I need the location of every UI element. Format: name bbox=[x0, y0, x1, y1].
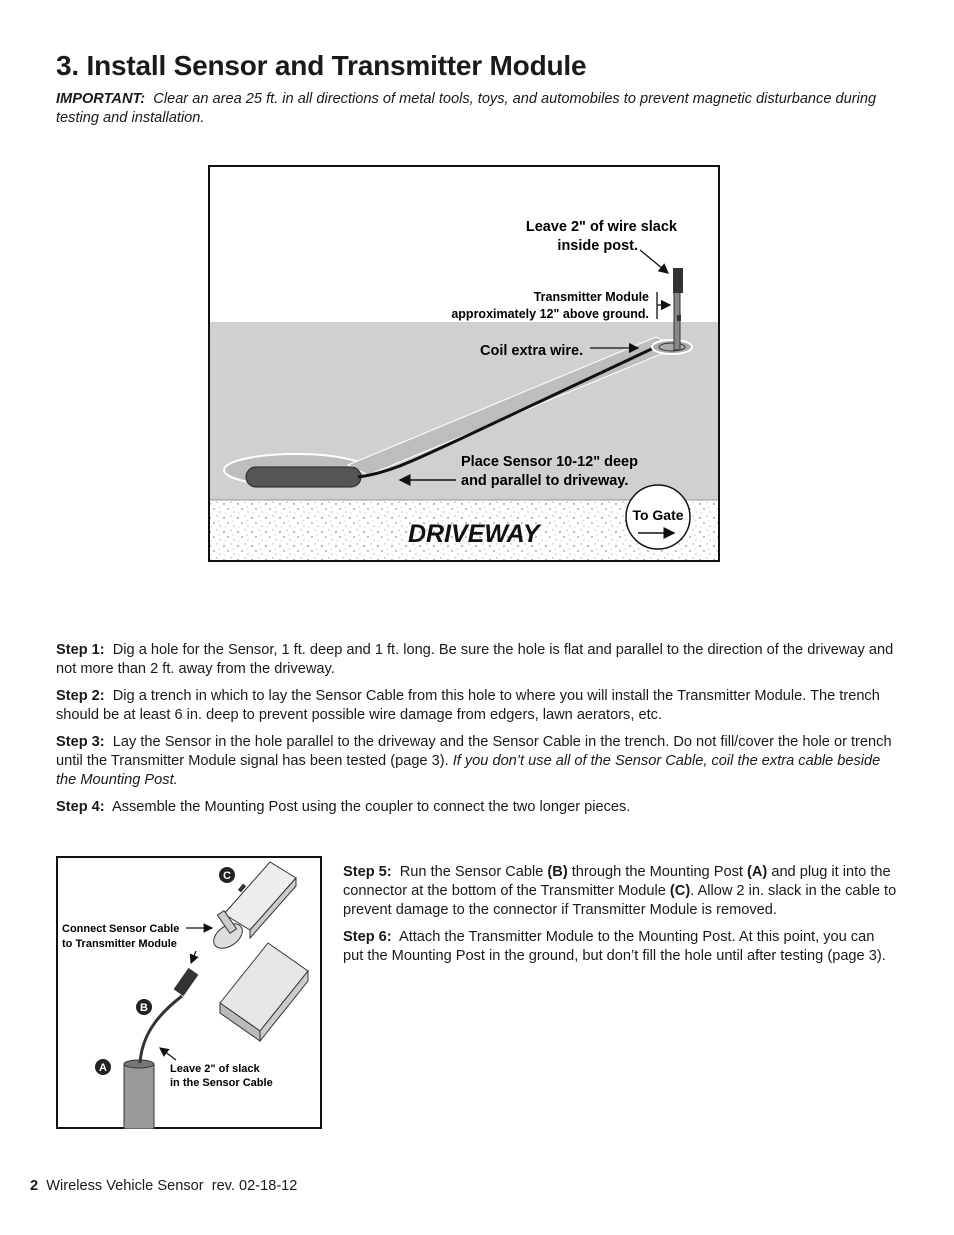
step-3: Step 3: Lay the Sensor in the hole parallel to the driveway and the Sensor Cable in the trench. Do not fill/cover the hole or trench until the Transmitter Module signal has been tested (page 3). If you don’t use all of the Sensor Cable, coil the extra cable beside the Mounting Post. bbox=[56, 734, 892, 788]
step-2: Step 2: Dig a trench in which to lay the Sensor Cable from this hole to where you will install the Transmitter Module. The trench should be at least 6 in. deep to prevent possible wire damage from edgers, lawn aerators, etc. bbox=[56, 688, 880, 723]
label-transmitter-1: Transmitter Module bbox=[533, 290, 649, 304]
label-a: A bbox=[99, 1062, 107, 1074]
steps-1-4 bbox=[56, 641, 901, 825]
label-coil: Coil extra wire. bbox=[480, 343, 584, 359]
post-hole bbox=[652, 340, 692, 354]
step-6: Step 6: Attach the Transmitter Module to the Mounting Post. At this point, you can put the Mounting Post in the ground, but don’t fill the hole until after testing (page 3). bbox=[343, 929, 886, 964]
label-b: B bbox=[140, 1002, 148, 1014]
label-connect-2: to Transmitter Module bbox=[62, 938, 177, 950]
label-connect-1: Connect Sensor Cable bbox=[62, 923, 180, 935]
installation-diagram bbox=[208, 165, 720, 562]
page-number: 2 bbox=[30, 1178, 39, 1194]
label-slack-1: Leave 2" of slack bbox=[170, 1063, 260, 1075]
page-title: 3. Install Sensor and Transmitter Module bbox=[56, 50, 587, 81]
label-sensor-1: Place Sensor 10-12" deep bbox=[461, 454, 638, 470]
page-footer bbox=[30, 1178, 297, 1194]
step-1: Step 1: Dig a hole for the Sensor, 1 ft. deep and 1 ft. long. Be sure the hole is flat and parallel to the direction of the driveway and not more than 2 ft. away from the driveway. bbox=[56, 642, 894, 677]
important-label: IMPORTANT: bbox=[56, 91, 146, 107]
steps-5-6 bbox=[343, 863, 898, 974]
doc-title: Wireless Vehicle Sensor bbox=[46, 1178, 204, 1194]
label-wire-slack-2: inside post. bbox=[557, 238, 638, 254]
label-wire-slack-1: Leave 2" of wire slack bbox=[525, 219, 677, 235]
label-slack-2: in the Sensor Cable bbox=[170, 1077, 273, 1089]
label-driveway: DRIVEWAY bbox=[408, 520, 540, 548]
important-note bbox=[56, 90, 896, 128]
revision: rev. 02-18-12 bbox=[211, 1178, 298, 1194]
label-to-gate: To Gate bbox=[632, 507, 684, 523]
assembly-diagram bbox=[56, 856, 322, 1129]
step-5: Step 5: Run the Sensor Cable (B) through the Mounting Post (A) and plug it into the connector at the bottom of the Transmitter Module (C). Allow 2 in. slack in the cable to prevent damage to the connector if Transmitter Module is removed. bbox=[343, 864, 897, 918]
label-c: C bbox=[223, 870, 231, 882]
transmitter-module bbox=[673, 268, 683, 293]
step-4: Step 4: Assemble the Mounting Post using the coupler to connect the two longer pieces. bbox=[56, 799, 631, 815]
mounting-post-a bbox=[124, 1064, 154, 1129]
important-text: Clear an area 25 ft. in all directions of metal tools, toys, and automobiles to prevent magnetic disturbance during testing and installation. bbox=[56, 91, 877, 126]
label-transmitter-2: approximately 12" above ground. bbox=[451, 307, 649, 321]
sensor bbox=[246, 467, 361, 487]
label-sensor-2: and parallel to driveway. bbox=[461, 473, 629, 489]
